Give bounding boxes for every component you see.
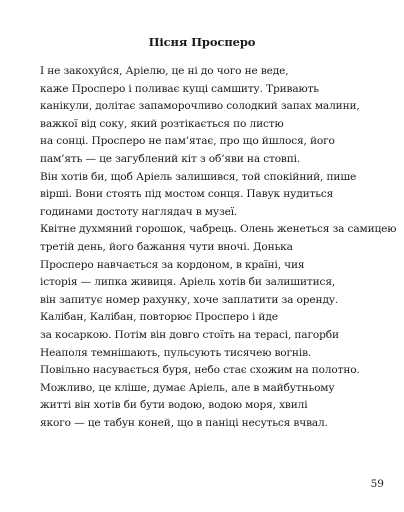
poem-verse <box>40 415 390 433</box>
poem-line: Повільно насувається буря, небо стає схожим на полотно. <box>40 364 360 377</box>
poem-verse <box>40 380 390 415</box>
poem-line-continuation: важкої від соку, який розтікається по листю <box>40 117 284 130</box>
poem-verse <box>40 169 390 204</box>
poem-verse <box>40 362 390 380</box>
poem-verse <box>40 204 390 222</box>
poem-line: Просперо навчається за кордоном, в країні, чия <box>40 258 305 271</box>
poem-line: Можливо, це кліше, думає Аріель, але в майбутньому <box>40 381 335 394</box>
poem-verse <box>40 292 390 310</box>
poem-line: канікули, долітає запаморочливо солодкий запах малини, <box>40 100 360 113</box>
poem-line: Неаполя темнішають, пульсують тисячею вогнів. <box>40 346 312 359</box>
poem-line: Квітне духмяний горошок, чабрець. Олень женеться за самицею <box>40 223 397 236</box>
poem-line: годинами достоту наглядач в музеї. <box>40 205 238 218</box>
poem-verse <box>40 345 390 363</box>
poem-line: Калібан, Калібан, повторює Просперо і йде <box>40 311 278 324</box>
poem-title: Пісня Просперо <box>148 35 256 49</box>
poem-line-continuation: житті він хотів би бути водою, водою моря, хвилі <box>40 399 308 412</box>
poem-line-continuation: історія — липка живиця. Аріель хотів би залишитися, <box>40 276 336 289</box>
poem-verse <box>40 257 390 292</box>
poem-body <box>40 63 397 432</box>
poem-verse <box>40 221 397 256</box>
poem-line-continuation: за косаркою. Потім він довго стоїть на терасі, пагорби <box>40 328 339 341</box>
poem-line: Він хотів би, щоб Аріель залишився, той спокійний, пише <box>40 170 357 183</box>
poem-line: на сонці. Просперо не пам’ятає, про що йшлося, його <box>40 135 335 148</box>
poem-line-continuation: вірші. Вони стоять під мостом сонця. Павук нудиться <box>40 188 334 201</box>
poem-line: якого — це табун коней, що в паніці несуться вчвал. <box>40 416 328 429</box>
poem-verse <box>40 98 390 133</box>
poem-verse <box>40 63 390 98</box>
page-number: 59 <box>370 478 384 490</box>
poem-line: І не закохуйся, Аріелю, це ні до чого не веде, <box>40 65 289 77</box>
poem-line-continuation: пам’ять — це загублений кіт з об’яви на стовпі. <box>40 152 301 165</box>
poem-line-continuation: каже Просперо і поливає кущі самшиту. Тривають <box>40 82 319 95</box>
poem-verse <box>40 133 390 168</box>
poem-line-continuation: третій день, його бажання чути вночі. Донька <box>40 240 293 253</box>
poem-line: він запитує номер рахунку, хоче заплатити за оренду. <box>40 293 339 306</box>
poem-verse <box>40 309 390 344</box>
